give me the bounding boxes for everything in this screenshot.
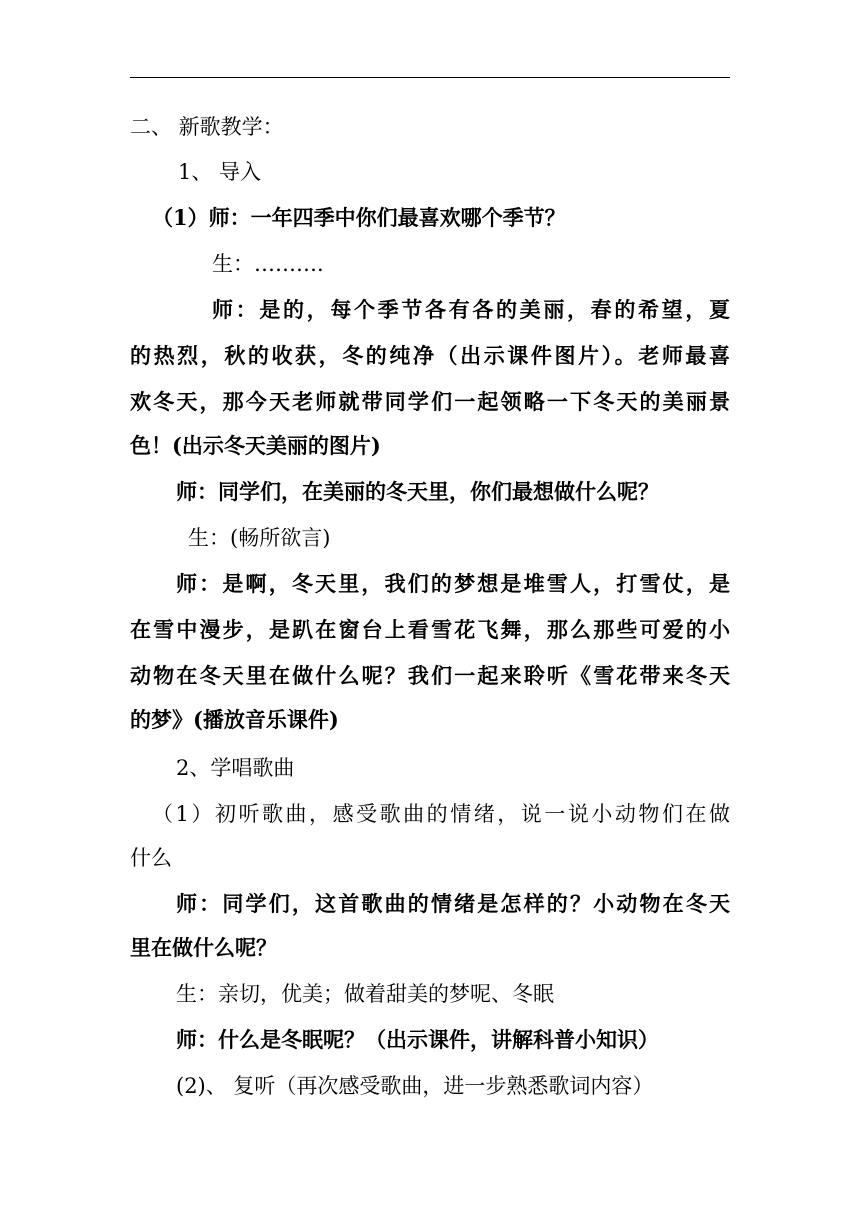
header-rule bbox=[130, 77, 730, 78]
paragraph-line: 师：同学们，在美丽的冬天里，你们最想做什么呢？ bbox=[176, 479, 659, 504]
paragraph-line: （1）初听歌曲，感受歌曲的情绪，说一说小动物们在做 bbox=[152, 802, 730, 826]
paragraph-line: 什么 bbox=[130, 846, 172, 870]
paragraph-line: (2)、 复听（再次感受歌曲，进一步熟悉歌词内容） bbox=[176, 1074, 654, 1098]
paragraph-line: 生：亲切，优美；做着甜美的梦呢、冬眠 bbox=[176, 982, 554, 1006]
paragraph-line: 里在做什么呢？ bbox=[130, 935, 277, 960]
paragraph-line: 在雪中漫步，是趴在窗台上看雪花飞舞，那么那些可爱的小 bbox=[130, 617, 730, 642]
subheading-learn-song: 2、学唱歌曲 bbox=[176, 756, 295, 780]
paragraph-line: 色！(出示冬天美丽的图片) bbox=[130, 433, 381, 458]
section-heading: 二、 新歌教学： bbox=[130, 115, 284, 139]
paragraph-line: 生：………. bbox=[212, 252, 324, 276]
paragraph-line: 的热烈，秋的收获，冬的纯净（出示课件图片）。老师最喜 bbox=[130, 343, 730, 368]
paragraph-line: 师：什么是冬眠呢？（出示课件，讲解科普小知识） bbox=[176, 1027, 659, 1052]
paragraph-line: 的梦》(播放音乐课件) bbox=[130, 707, 339, 732]
paragraph-line: 欢冬天，那今天老师就带同学们一起领略一下冬天的美丽景 bbox=[130, 389, 730, 414]
paragraph-line: 师：同学们，这首歌曲的情绪是怎样的？小动物在冬天 bbox=[176, 891, 730, 916]
paragraph-line: 师：是的，每个季节各有各的美丽，春的希望，夏 bbox=[212, 297, 730, 322]
subheading-intro: 1、 导入 bbox=[178, 160, 262, 184]
paragraph-line: 生：(畅所欲言) bbox=[188, 526, 331, 550]
paragraph-line: 动物在冬天里在做什么呢？我们一起来聆听《雪花带来冬天 bbox=[130, 663, 730, 688]
paragraph-line: 师：是啊，冬天里，我们的梦想是堆雪人，打雪仗，是 bbox=[176, 571, 730, 596]
paragraph-line: （1）师：一年四季中你们最喜欢哪个季节？ bbox=[152, 205, 566, 230]
